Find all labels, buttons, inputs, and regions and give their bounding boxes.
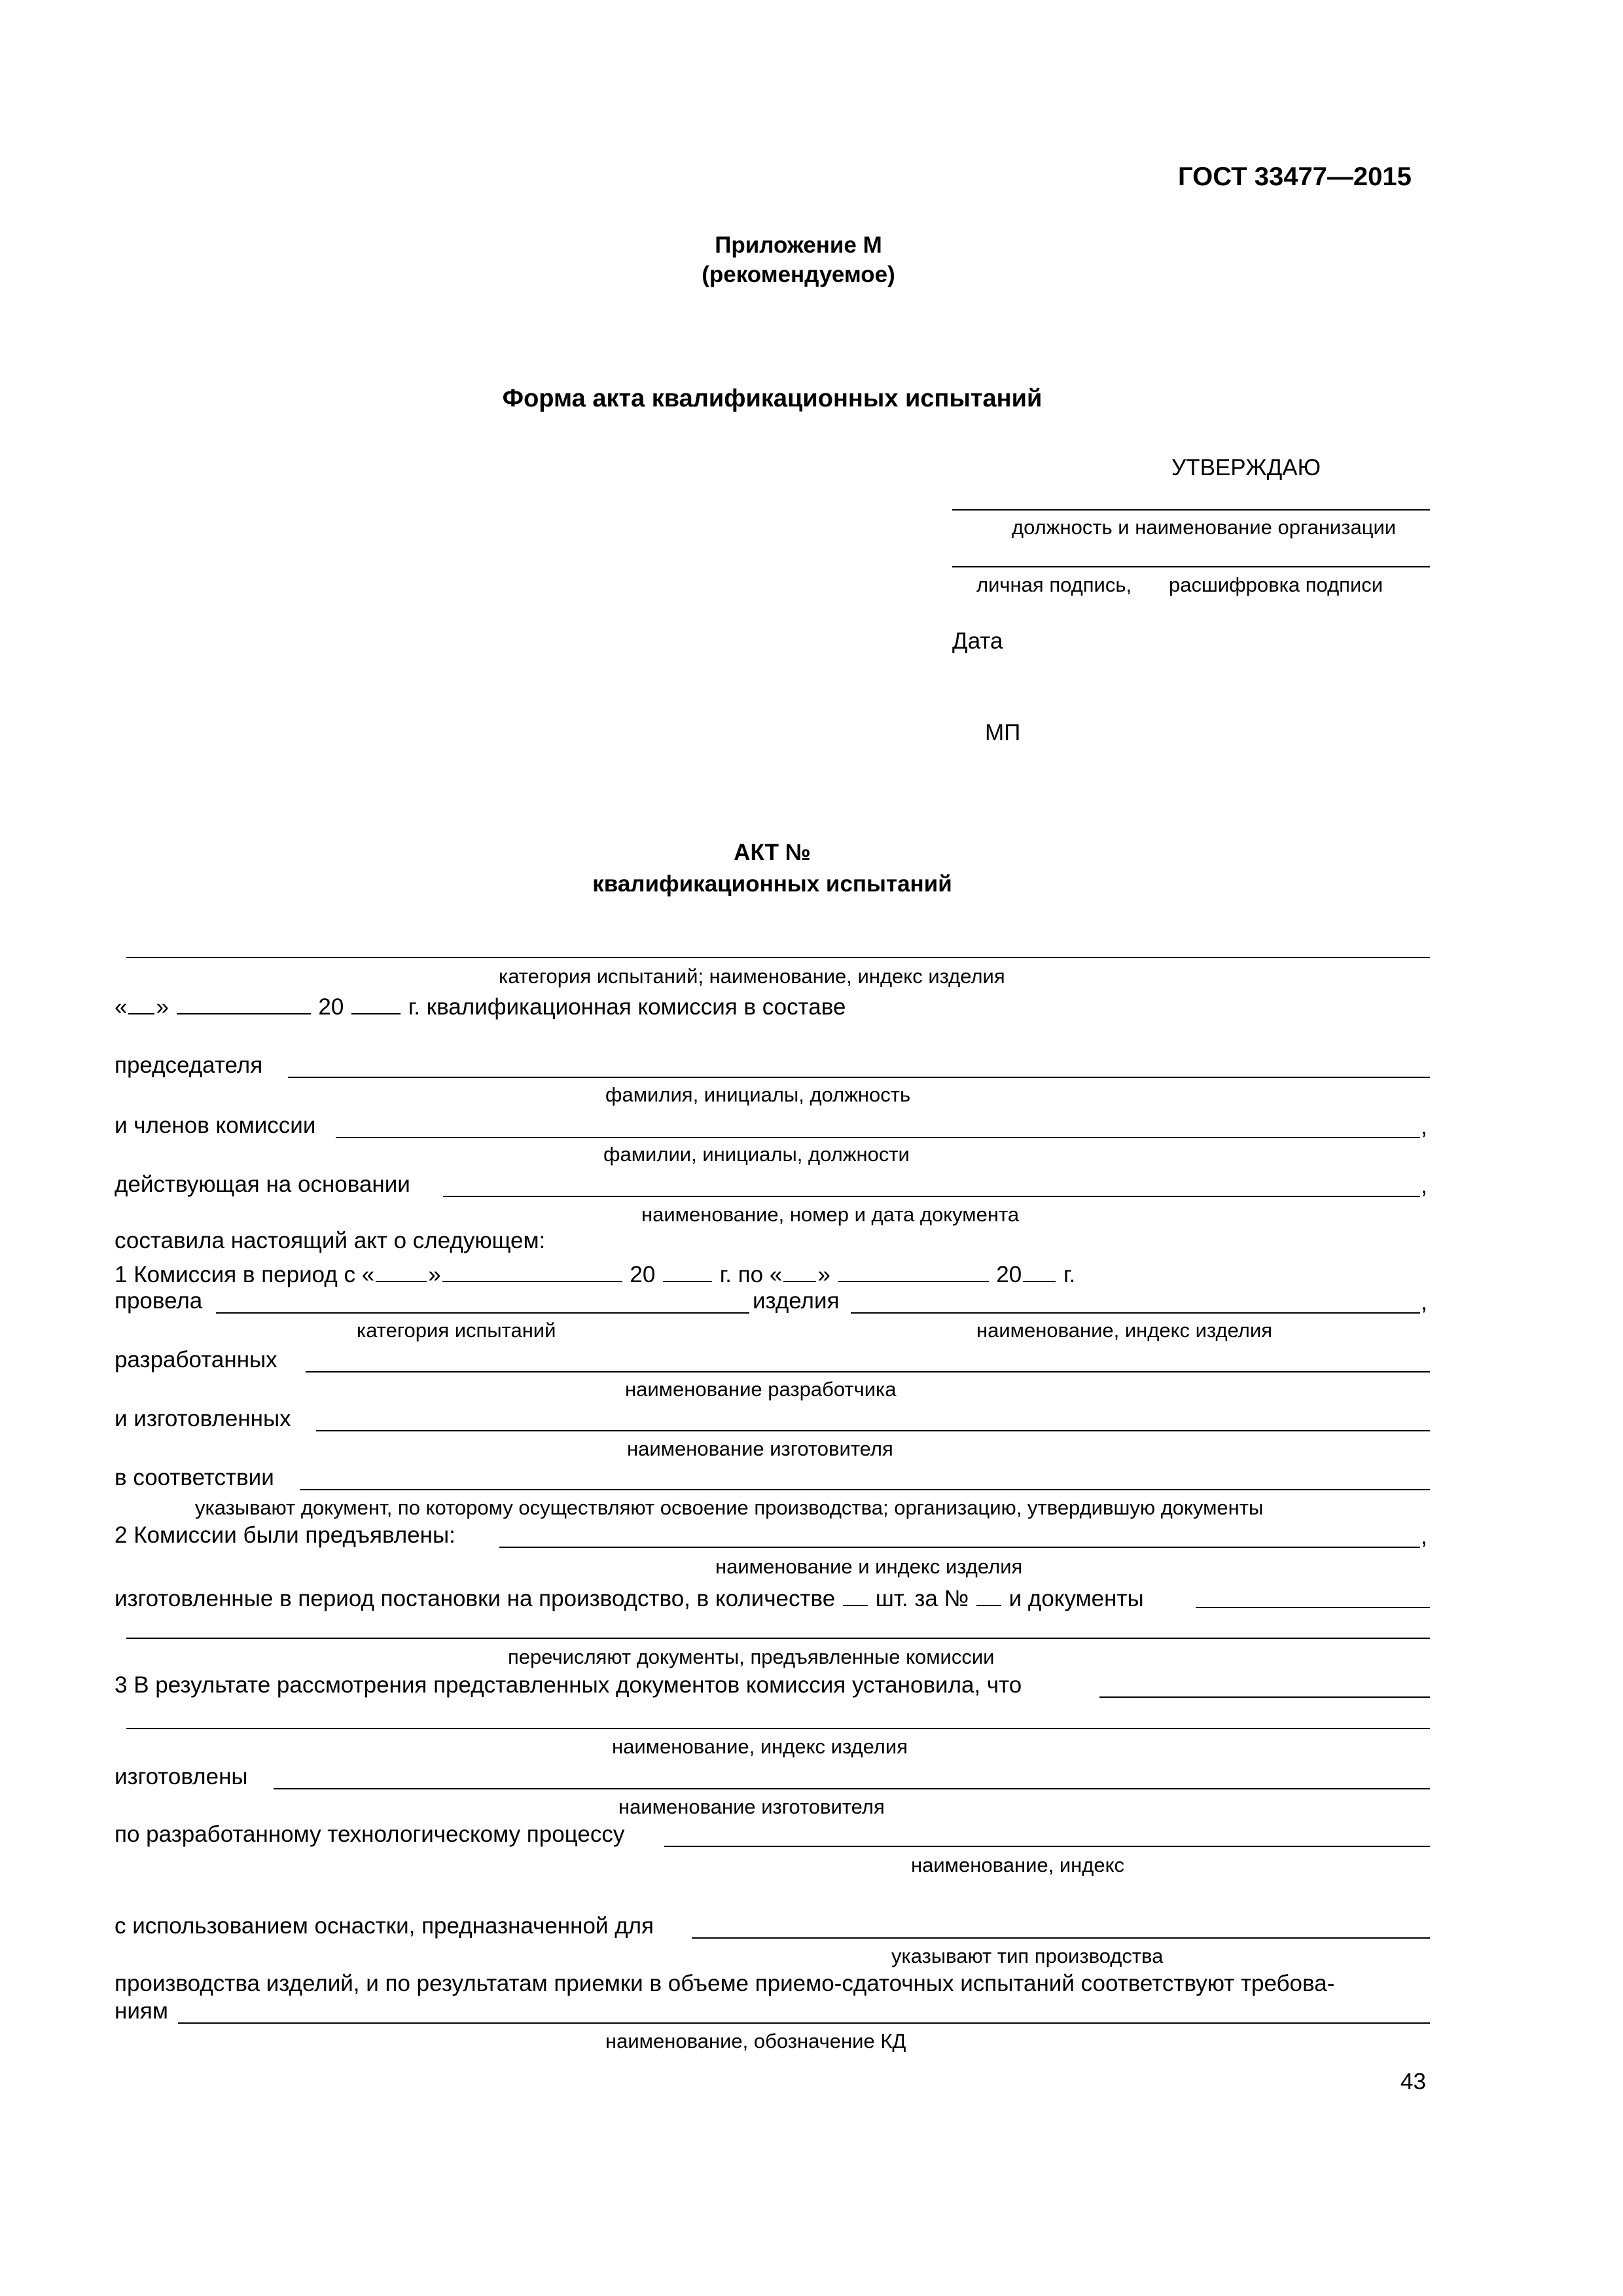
accordance-line — [300, 1489, 1430, 1490]
item2-comma: , — [1421, 1524, 1427, 1549]
chairman-line — [288, 1077, 1430, 1078]
members-caption: фамилии, инициалы, должности — [603, 1143, 910, 1166]
process-line — [664, 1846, 1430, 1847]
process-caption: наименование, индекс — [911, 1854, 1125, 1876]
chairman-caption: фамилия, инициалы, должность — [605, 1083, 911, 1106]
members-comma: , — [1421, 1114, 1427, 1139]
requirements-label: ниям — [115, 1998, 168, 2024]
item2-line — [499, 1547, 1420, 1548]
process-label: по разработанному технологическому процессу — [115, 1821, 625, 1847]
members-line — [336, 1137, 1420, 1138]
chairman-label: председателя — [115, 1052, 263, 1078]
conducted-line — [216, 1312, 749, 1314]
product-caption: наименование, индекс изделия — [976, 1319, 1272, 1342]
made-line — [274, 1788, 1430, 1789]
category-cap2: категория испытаний — [357, 1319, 556, 1342]
developed-label: разработанных — [115, 1347, 277, 1372]
date-label: Дата — [952, 628, 1003, 654]
item2-caption: наименование и индекс изделия — [715, 1555, 1023, 1578]
basis-line — [443, 1196, 1420, 1197]
decode-caption: расшифровка подписи — [1169, 573, 1383, 596]
item3-line — [1099, 1696, 1430, 1698]
requirements-caption: наименование, обозначение КД — [605, 2030, 906, 2053]
signature-line — [952, 566, 1430, 567]
annex-title: Приложение М — [715, 232, 882, 258]
product-line — [851, 1312, 1420, 1314]
annex-note: (рекомендуемое) — [702, 262, 895, 287]
page-number: 43 — [1400, 2069, 1426, 2094]
date-row: « » 20 г. квалификационная комиссия в составе — [115, 992, 846, 1018]
act-title: АКТ № — [734, 840, 811, 865]
category-line — [126, 957, 1430, 958]
item3-caption: наименование, индекс изделия — [612, 1735, 908, 1758]
item1-row: 1 Комиссия в период с « » 20 г. по « » 20 г. — [115, 1260, 1075, 1286]
basis-caption: наименование, номер и дата документа — [641, 1203, 1020, 1226]
manufacturer-caption: наименование изготовителя — [627, 1437, 893, 1460]
approve-label: УТВЕРЖДАЮ — [1171, 455, 1321, 480]
developer-caption: наименование разработчика — [625, 1378, 897, 1401]
production-text: производства изделий, и по результатам приемки в объеме приемо-сдаточных испытаний соответствуют требова- — [115, 1971, 1335, 1996]
category-caption: категория испытаний; наименование, индекс изделия — [499, 965, 1005, 988]
position-line — [952, 509, 1430, 511]
tooling-line — [692, 1937, 1430, 1939]
stamp-label: МП — [985, 720, 1021, 745]
requirements-line — [178, 2022, 1430, 2024]
basis-label: действующая на основании — [115, 1172, 410, 1197]
product-label: изделия — [753, 1288, 840, 1314]
conducted-comma: , — [1421, 1289, 1427, 1315]
item2-label: 2 Комиссии были предъявлены: — [115, 1522, 455, 1548]
item3-label: 3 В результате рассмотрения представленных документов комиссия установила, что — [115, 1672, 1022, 1698]
standard-number: ГОСТ 33477—2015 — [1178, 162, 1412, 191]
compiled-text: составила настоящий акт о следующем: — [115, 1228, 546, 1253]
tooling-caption: указывают тип производства — [891, 1945, 1164, 1967]
basis-comma: , — [1421, 1173, 1427, 1198]
manufactured-line — [316, 1430, 1430, 1431]
accordance-caption: указывают документ, по которому осуществляют освоение производства; организацию, утвердившую документы — [195, 1496, 1264, 1519]
position-caption: должность и наименование организации — [1012, 516, 1397, 539]
members-label: и членов комиссии — [115, 1113, 316, 1138]
made-label: изготовлены — [115, 1764, 248, 1789]
tooling-label: с использованием оснастки, предназначенной для — [115, 1913, 654, 1939]
developed-line — [306, 1371, 1430, 1372]
produced-line — [1196, 1607, 1430, 1608]
produced-row: изготовленные в период постановки на производство, в количестве шт. за № и документы — [115, 1584, 1144, 1610]
item3-line2 — [126, 1728, 1430, 1729]
signature-caption: личная подпись, — [976, 573, 1132, 596]
docs-line — [126, 1638, 1430, 1639]
manufactured-label: и изготовленных — [115, 1406, 291, 1431]
act-subtitle: квалификационных испытаний — [592, 871, 952, 897]
conducted-label: провела — [115, 1288, 203, 1314]
accordance-label: в соответствии — [115, 1465, 274, 1490]
form-title: Форма акта квалификационных испытаний — [502, 385, 1043, 412]
made-caption: наименование изготовителя — [618, 1795, 885, 1818]
docs-caption: перечисляют документы, предъявленные комиссии — [508, 1645, 995, 1668]
